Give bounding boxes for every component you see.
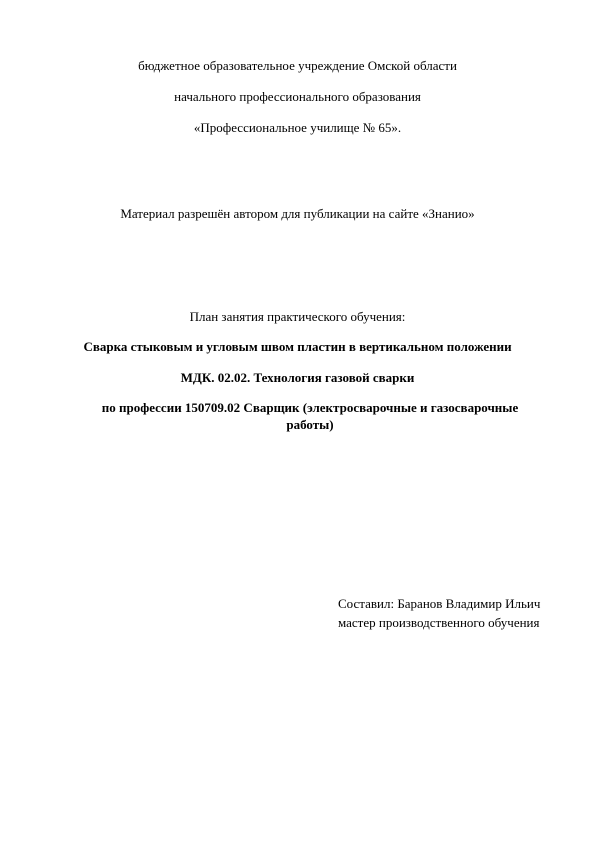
module-title: МДК. 02.02. Технология газовой сварки (180, 370, 415, 385)
author-position: мастер производственного обучения (338, 615, 540, 630)
lesson-topic: Сварка стыковым и угловым швом пластин в вертикальном положении (83, 339, 512, 354)
plan-title: План занятия практического обучения: (189, 309, 406, 324)
institution-line-3: «Профессиональное училище № 65». (193, 120, 402, 135)
publication-notice: Материал разрешён автором для публикации на сайте «Знанио» (120, 206, 475, 221)
profession-title: по профессии 150709.02 Сварщик (электросварочные и газосварочные работы) (101, 400, 519, 432)
compiled-by: Составил: Баранов Владимир Ильич (338, 596, 541, 611)
institution-line-1: бюджетное образовательное учреждение Омской области (138, 58, 457, 73)
institution-line-2: начального профессионального образования (174, 89, 421, 104)
